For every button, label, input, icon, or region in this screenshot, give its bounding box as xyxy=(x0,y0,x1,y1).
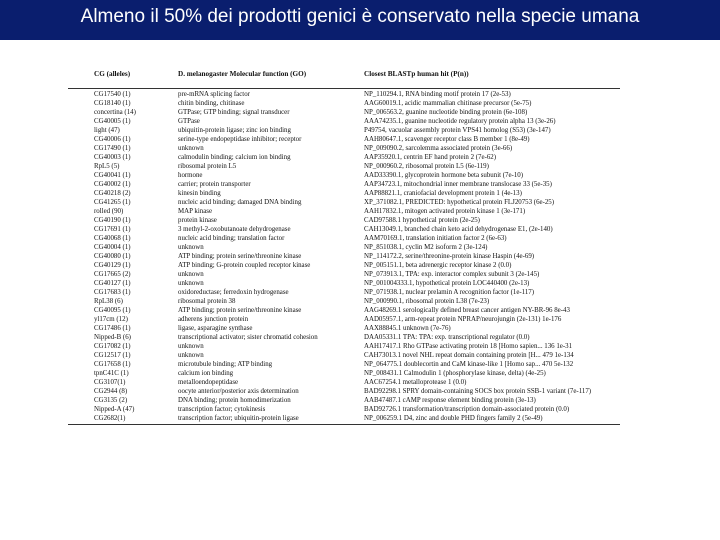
table-row xyxy=(94,171,620,180)
table-row xyxy=(94,108,620,117)
cell-cg-alleles: CG18140 (1) xyxy=(94,100,131,107)
table-row xyxy=(94,351,620,360)
table-row xyxy=(94,360,620,369)
cell-blast-hit: AAH80647.1, scavenger receptor class B member 1 (8e-49) xyxy=(364,136,530,143)
table-row xyxy=(94,261,620,270)
table-row xyxy=(94,405,620,414)
table-row xyxy=(94,207,620,216)
cell-molecular-function: ubiquitin-protein ligase; zinc ion binding xyxy=(178,127,291,134)
table-row xyxy=(94,279,620,288)
cell-blast-hit: DAA05331.1 TPA: TPA: exp. transcriptional regulator (0.0) xyxy=(364,334,530,341)
cell-cg-alleles: CG3107(1) xyxy=(94,379,126,386)
cell-blast-hit: AAG48269.1 serologically defined breast cancer antigen NY-BR-96 8e-43 xyxy=(364,307,570,314)
header-cg-alleles: CG (alleles) xyxy=(94,70,131,78)
table-row xyxy=(94,306,620,315)
cell-cg-alleles: CG17540 (1) xyxy=(94,91,131,98)
cell-molecular-function: unknown xyxy=(178,244,204,251)
cell-blast-hit: NP_000990.1, ribosomal protein L38 (7e-23) xyxy=(364,298,490,305)
cell-molecular-function: nucleic acid binding; damaged DNA binding xyxy=(178,199,302,206)
cell-blast-hit: NP_001004333.1, hypothetical protein LOC440400 (2e-13) xyxy=(364,280,530,287)
cell-molecular-function: unknown xyxy=(178,343,204,350)
cell-blast-hit: NP_009090.2, sarcolemma associated protein (3e-66) xyxy=(364,145,513,152)
table-row xyxy=(94,414,620,423)
table-row xyxy=(94,198,620,207)
cell-molecular-function: serine-type endopeptidase inhibitor; receptor xyxy=(178,136,302,143)
cell-cg-alleles: CG40127 (1) xyxy=(94,280,131,287)
cell-cg-alleles: CG3135 (2) xyxy=(94,397,128,404)
cell-blast-hit: BAD92298.1 SPRY domain-containing SOCS box protein SSB-1 variant (7e-117) xyxy=(364,388,592,395)
cell-blast-hit: AAH17417.1 Rho GTPase activating protein 18 [Homo sapien... 136 1e-31 xyxy=(364,343,573,350)
table-row xyxy=(94,252,620,261)
cell-molecular-function: ribosomal protein 38 xyxy=(178,298,236,305)
table-row xyxy=(94,225,620,234)
table-row xyxy=(94,396,620,405)
cell-molecular-function: GTPase; GTP binding; signal transducer xyxy=(178,109,290,116)
cell-cg-alleles: concertina (14) xyxy=(94,109,136,116)
table-row xyxy=(94,369,620,378)
cell-cg-alleles: CG2944 (8) xyxy=(94,388,128,395)
cell-molecular-function: ligase, asparagine synthase xyxy=(178,325,253,332)
table-row xyxy=(94,342,620,351)
cell-molecular-function: ribosomal protein L5 xyxy=(178,163,237,170)
cell-blast-hit: AAP34723.1, mitochondrial inner membrane translocase 33 (5e-35) xyxy=(364,181,552,188)
cell-blast-hit: NP_114172.2, serine/threonine-protein kinase Haspin (4e-69) xyxy=(364,253,535,260)
cell-molecular-function: pre-mRNA splicing factor xyxy=(178,91,250,98)
table-row xyxy=(94,234,620,243)
cell-molecular-function: ATP binding; G-protein coupled receptor kinase xyxy=(178,262,311,269)
cell-molecular-function: transcription factor; cytokinesis xyxy=(178,406,266,413)
cell-blast-hit: XP_371082.1, PREDICTED: hypothetical protein FLJ20753 (6e-25) xyxy=(364,199,555,206)
cell-cg-alleles: CG40006 (1) xyxy=(94,136,131,143)
table-row xyxy=(94,333,620,342)
cell-blast-hit: NP_071938.1, nuclear prelamin A recognition factor (1e-117) xyxy=(364,289,535,296)
cell-molecular-function: DNA binding; protein homodimerization xyxy=(178,397,291,404)
cell-cg-alleles: CG17683 (1) xyxy=(94,289,131,296)
cell-blast-hit: CAD97588.1 hypothetical protein (2e-25) xyxy=(364,217,480,224)
table-row xyxy=(94,315,620,324)
table-row xyxy=(94,297,620,306)
cell-molecular-function: unknown xyxy=(178,145,204,152)
cell-cg-alleles: CG17658 (1) xyxy=(94,361,131,368)
slide-title: Almeno il 50% dei prodotti genici è conservato nella specie umana xyxy=(80,6,640,27)
cell-cg-alleles: CG17082 (1) xyxy=(94,343,131,350)
cell-blast-hit: NP_064775.1 doublecortin and CaM kinase-like 1 [Homo sap... 470 5e-132 xyxy=(364,361,574,368)
cell-blast-hit: NP_073913.1, TPA: exp. interactor complex subunit 3 (2e-145) xyxy=(364,271,540,278)
table-row xyxy=(94,135,620,144)
cell-blast-hit: NP_005151.1, beta adrenergic receptor kinase 2 (0.0) xyxy=(364,262,512,269)
cell-cg-alleles: light (47) xyxy=(94,127,120,134)
cell-molecular-function: unknown xyxy=(178,280,204,287)
table-row xyxy=(94,162,620,171)
cell-cg-alleles: CG2682(1) xyxy=(94,415,126,422)
cell-molecular-function: unknown xyxy=(178,271,204,278)
header-rule xyxy=(68,88,620,89)
cell-cg-alleles: CG17486 (1) xyxy=(94,325,131,332)
cell-molecular-function: transcription factor; ubiquitin-protein ligase xyxy=(178,415,299,422)
cell-molecular-function: nucleic acid binding; translation factor xyxy=(178,235,285,242)
cell-molecular-function: chitin binding, chitinase xyxy=(178,100,245,107)
cell-molecular-function: 3 methyl-2-oxobutanoate dehydrogenase xyxy=(178,226,291,233)
cell-cg-alleles: yl17cm (12) xyxy=(94,316,128,323)
cell-blast-hit: AAD05957.1, arm-repeat protein NPRAP/neurojungin (2e-131) 1e-176 xyxy=(364,316,562,323)
cell-cg-alleles: RpL5 (5) xyxy=(94,163,120,170)
table-row xyxy=(94,243,620,252)
cell-blast-hit: NP_851038.1, cyclin M2 isoform 2 (3e-124) xyxy=(364,244,488,251)
table-row xyxy=(94,126,620,135)
cell-cg-alleles: CG40080 (1) xyxy=(94,253,131,260)
cell-cg-alleles: CG40218 (2) xyxy=(94,190,131,197)
cell-blast-hit: NP_006259.1 D4, zinc and double PHD fingers family 2 (5e-49) xyxy=(364,415,543,422)
cell-cg-alleles: CG40041 (1) xyxy=(94,172,131,179)
cell-blast-hit: NP_110294.1, RNA binding motif protein 17 (2e-53) xyxy=(364,91,511,98)
cell-cg-alleles: RpL38 (6) xyxy=(94,298,123,305)
cell-blast-hit: AAP35920.1, centrin EF hand protein 2 (7e-62) xyxy=(364,154,497,161)
cell-cg-alleles: CG40068 (1) xyxy=(94,235,131,242)
cell-cg-alleles: Nipped-A (47) xyxy=(94,406,135,413)
cell-blast-hit: P49754, vacuolar assembly protein VPS41 homolog (S53) (3e-147) xyxy=(364,127,551,134)
table-row xyxy=(94,216,620,225)
cell-molecular-function: oxidoreductase; ferredoxin hydrogenase xyxy=(178,289,289,296)
cell-cg-alleles: CG17490 (1) xyxy=(94,145,131,152)
cell-molecular-function: carrier; protein transporter xyxy=(178,181,251,188)
table-row xyxy=(94,180,620,189)
cell-blast-hit: NP_008431.1 Calmodulin 1 (phosphorylase kinase, delta) (4e-25) xyxy=(364,370,546,377)
cell-cg-alleles: CG40002 (1) xyxy=(94,181,131,188)
cell-molecular-function: oocyte anterior/posterior axis determination xyxy=(178,388,299,395)
cell-blast-hit: NP_000960.2, ribosomal protein L5 (6e-119) xyxy=(364,163,489,170)
cell-cg-alleles: CG40004 (1) xyxy=(94,244,131,251)
table-row xyxy=(94,270,620,279)
cell-blast-hit: AAH17832.1, mitogen activated protein kinase 1 (3e-171) xyxy=(364,208,526,215)
table-row xyxy=(94,90,620,99)
cell-molecular-function: hormone xyxy=(178,172,203,179)
cell-molecular-function: ATP binding; protein serine/threonine kinase xyxy=(178,307,302,314)
cell-molecular-function: calcium ion binding xyxy=(178,370,234,377)
cell-cg-alleles: CG12517 (1) xyxy=(94,352,131,359)
table-row xyxy=(94,117,620,126)
cell-blast-hit: AAC67254.1 metalloprotease 1 (0.0) xyxy=(364,379,467,386)
cell-blast-hit: BAD92726.1 transformation/transcription domain-associated protein (0.0) xyxy=(364,406,570,413)
cell-molecular-function: metalloendopeptidase xyxy=(178,379,239,386)
table-row xyxy=(94,288,620,297)
table-row xyxy=(94,153,620,162)
table-row xyxy=(94,378,620,387)
cell-cg-alleles: tpnC41C (1) xyxy=(94,370,129,377)
table-bottom-rule xyxy=(68,424,620,425)
cell-cg-alleles: CG40095 (1) xyxy=(94,307,131,314)
cell-molecular-function: microtubule binding; ATP binding xyxy=(178,361,273,368)
cell-cg-alleles: CG40190 (1) xyxy=(94,217,131,224)
header-molecular-function: D. melanogaster Molecular function (GO) xyxy=(178,70,307,78)
cell-molecular-function: GTPase xyxy=(178,118,200,125)
cell-cg-alleles: rolled (90) xyxy=(94,208,124,215)
cell-molecular-function: protein kinase xyxy=(178,217,217,224)
cell-blast-hit: CAH13049.1, branched chain keto acid dehydrogenase E1, (2e-140) xyxy=(364,226,553,233)
cell-cg-alleles: CG17691 (1) xyxy=(94,226,131,233)
cell-molecular-function: transcriptional activator; sister chromatid cohesion xyxy=(178,334,318,341)
cell-blast-hit: AAD33390.1, glycoprotein hormone beta subunit (7e-10) xyxy=(364,172,524,179)
table-row xyxy=(94,144,620,153)
cell-blast-hit: AAB47487.1 cAMP response element binding protein (3e-13) xyxy=(364,397,536,404)
cell-blast-hit: AAM70169.1, translation initiation factor 2 (6e-63) xyxy=(364,235,507,242)
cell-blast-hit: AAG60019.1, acidic mammalian chitinase precursor (5e-75) xyxy=(364,100,532,107)
cell-molecular-function: MAP kinase xyxy=(178,208,213,215)
cell-cg-alleles: CG40129 (1) xyxy=(94,262,131,269)
cell-cg-alleles: CG40005 (1) xyxy=(94,118,131,125)
table-row xyxy=(94,189,620,198)
cell-molecular-function: kinesin binding xyxy=(178,190,221,197)
cell-cg-alleles: CG40003 (1) xyxy=(94,154,131,161)
cell-cg-alleles: CG17665 (2) xyxy=(94,271,131,278)
cell-molecular-function: unknown xyxy=(178,352,204,359)
cell-cg-alleles: CG41265 (1) xyxy=(94,199,131,206)
cell-blast-hit: AAX88845.1 unknown (7e-76) xyxy=(364,325,451,332)
table-row xyxy=(94,99,620,108)
table-row xyxy=(94,387,620,396)
cell-cg-alleles: Nipped-B (6) xyxy=(94,334,131,341)
cell-molecular-function: calmodulin binding; calcium ion binding xyxy=(178,154,291,161)
header-blast-hit: Closest BLASTp human hit (P(n)) xyxy=(364,70,469,78)
cell-blast-hit: CAH73013.1 novel NHL repeat domain containing protein [H... 479 1e-134 xyxy=(364,352,574,359)
cell-molecular-function: adherens junction protein xyxy=(178,316,249,323)
cell-blast-hit: NP_006563.2, guanine nucleotide binding protein (6e-108) xyxy=(364,109,528,116)
table-row xyxy=(94,324,620,333)
cell-blast-hit: AAA74235.1, guanine nucleotide regulatory protein alpha 13 (3e-26) xyxy=(364,118,556,125)
cell-blast-hit: AAP88821.1, craniofacial development protein 1 (4e-13) xyxy=(364,190,522,197)
cell-molecular-function: ATP binding; protein serine/threonine kinase xyxy=(178,253,302,260)
